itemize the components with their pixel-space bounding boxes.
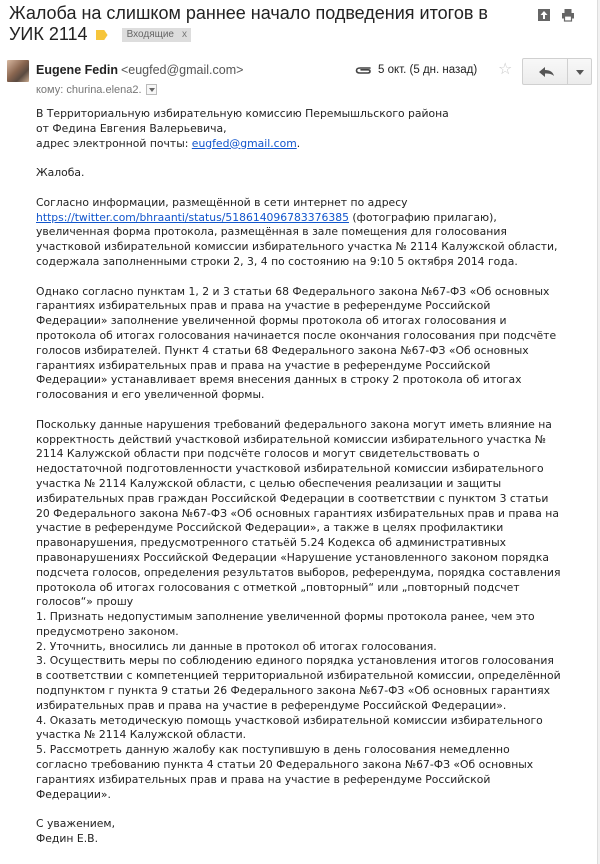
complaint-title: Жалоба. — [36, 166, 85, 180]
important-label-icon[interactable] — [96, 30, 108, 40]
reply-button[interactable] — [522, 58, 568, 85]
recipient-line — [36, 84, 157, 96]
sender-email: <eugfed@gmail.com> — [120, 63, 244, 77]
email-line — [36, 137, 561, 152]
request-item: 2. Уточнить, вносились ли данные в протокол об итогах голосования. — [36, 639, 437, 653]
subject-bar — [0, 0, 600, 52]
avatar[interactable] — [7, 60, 29, 82]
paragraph-1 — [36, 196, 561, 270]
subject-tags — [96, 25, 191, 46]
recipient-text: кому: churina.elena2. — [36, 84, 142, 96]
paragraph-3: Поскольку данные нарушения требований федерального закона могут иметь влияние на корректность действий участковой избирательной комиссии избирательного участка № 2114 Калужской области при подсчёте голосов и могут свидетельствовать о недостаточной подготовленности участковой избирательной комиссии избирательного участка № 2114 Калужской области, с целью обеспечения реализации и защиты избирательных прав граждан Российской Федерации в соответствии с пунктом 3 статьи 20 Федерального закона №67-ФЗ «Об основных гарантиях избирательных прав и права на участие в референдуме Российской Федерации», а также в целях профилактики правонарушения, предусмотренного статьёй 5.24 Кодекса об административных правонарушениях Российской Федерации «Нарушение установленного законом порядка подсчета голосов, определения результатов выборов, референдума, порядка составления протокола об итогах голосования с отметкой „повторный“ или „повторный подсчет голосов“» прошу — [36, 417, 561, 609]
subject-title: Жалоба на слишком раннее начало подведения итогов в УИК 2114 — [9, 3, 488, 44]
twitter-link[interactable]: https://twitter.com/bhraanti/status/518614096783376385 — [36, 210, 349, 224]
request-item: 3. Осуществить меры по соблюдению единого порядка установления итогов голосования в соответствии с компетенцией территориальной избирательной комиссии, определённой подпунктом г пункта 9 статьи 26 Федерального закона №67-ФЗ «Об основных гарантиях избирательных прав и права на участие в референдуме Российской Федерации». — [36, 654, 561, 712]
attachment-icon — [354, 64, 372, 76]
address-line: от Федина Евгения Валерьевича, — [36, 121, 227, 135]
request-item: 1. Признать недопустимым заполнение увеличенной формы протокола ранее, чем это предусмотрено законом. — [36, 610, 535, 638]
message-header — [0, 56, 600, 104]
print-icon[interactable] — [561, 8, 575, 22]
archive-icon[interactable] — [537, 8, 551, 22]
paragraph-2: Однако согласно пунктам 1, 2 и 3 статьи 68 Федерального закона №67-ФЗ «Об основных гарантиях избирательных прав и права на участие в референдуме Российской Федерации» заполнение увеличенной формы протокола об итогах голосования и протокола об итогах голосования начинается после окончания голосования при подсчёте голосов избирателей. Пункт 4 статьи 68 Федерального закона №67-ФЗ «Об основных гарантиях избирательных прав и права на участие в референдуме Российской Федерации» устанавливает время внесения данных в строку 2 протокола об итогах голосования и его увеличенной формы. — [36, 284, 557, 402]
remove-label-button[interactable]: x — [182, 29, 187, 40]
inbox-label-chip[interactable] — [122, 28, 191, 42]
address-line: В Территориальную избирательную комиссию Перемышльского района — [36, 107, 449, 120]
sender-info — [36, 63, 243, 77]
closing: С уважением, — [36, 817, 116, 831]
inbox-label-text: Входящие — [126, 29, 174, 40]
email-link[interactable]: eugfed@gmail.com — [191, 136, 297, 150]
star-icon[interactable]: ☆ — [498, 59, 513, 78]
show-details-button[interactable] — [146, 84, 157, 95]
message-date: 5 окт. (5 дн. назад) — [378, 64, 478, 76]
paragraph-1-start: Согласно информации, размещённой в сети интернет по адресу — [36, 195, 408, 209]
request-item: 4. Оказать методическую помощь участковой избирательной комиссии избирательного участка № 2114 Калужской области. — [36, 713, 543, 742]
paragraph-1-rest: (фотографию прилагаю), увеличенная форма протокола, размещённая в зале помещения для голосования участковой избирательной комиссии избирательного участка № 2114 Калужской области, содержала заполненными строки 2, 3, 4 по состоянию на 9:10 5 октября 2014 года. — [36, 210, 558, 268]
more-actions-button[interactable] — [567, 58, 592, 85]
message-body — [36, 107, 561, 847]
reply-icon — [523, 59, 569, 86]
request-item: 5. Рассмотреть данную жалобу как поступившую в день голосования немедленно согласно требованию пункта 4 статьи 20 Федерального закона №67-ФЗ «Об основных гарантиях избирательных прав и права на участие в референдуме Российской Федерации». — [36, 743, 534, 801]
email-line-end: . — [296, 136, 301, 150]
sender-name[interactable]: Eugene Fedin — [36, 63, 118, 77]
email-subject — [9, 3, 519, 46]
email-label: адрес электронной почты: — [36, 136, 192, 150]
signature: Федин Е.В. — [36, 832, 99, 846]
